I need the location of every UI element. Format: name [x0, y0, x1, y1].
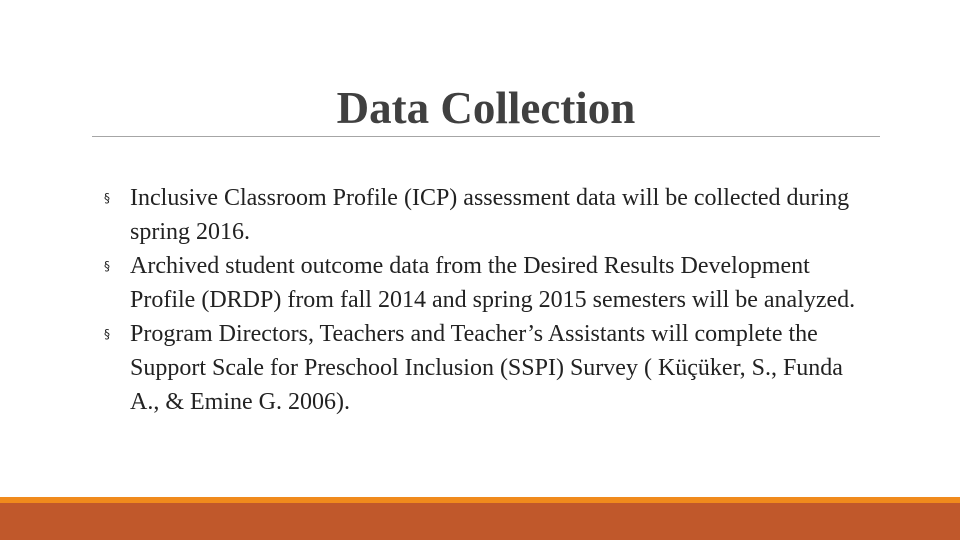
bullet-marker-icon: §	[104, 191, 110, 205]
bullet-item	[104, 317, 864, 419]
bullet-list	[104, 181, 864, 419]
bullet-marker-icon: §	[104, 259, 110, 273]
footer-bar	[0, 503, 960, 540]
bullet-item	[104, 249, 864, 317]
title-divider	[92, 136, 880, 137]
bullet-text: Program Directors, Teachers and Teacher’s Assistants will complete the Support Scale for Preschool Inclusion (SSPI) Survey ( Küçüker, S., Funda A., & Emine G. 2006).	[130, 321, 843, 415]
bullet-item	[104, 181, 864, 249]
slide-title: Data Collection	[336, 83, 636, 133]
bullet-marker-icon: §	[104, 327, 110, 341]
bullet-text: Archived student outcome data from the Desired Results Development Profile (DRDP) from fall 2014 and spring 2015 semesters will be analyzed.	[130, 253, 856, 313]
bullet-text: Inclusive Classroom Profile (ICP) assessment data will be collected during spring 2016.	[130, 185, 850, 245]
